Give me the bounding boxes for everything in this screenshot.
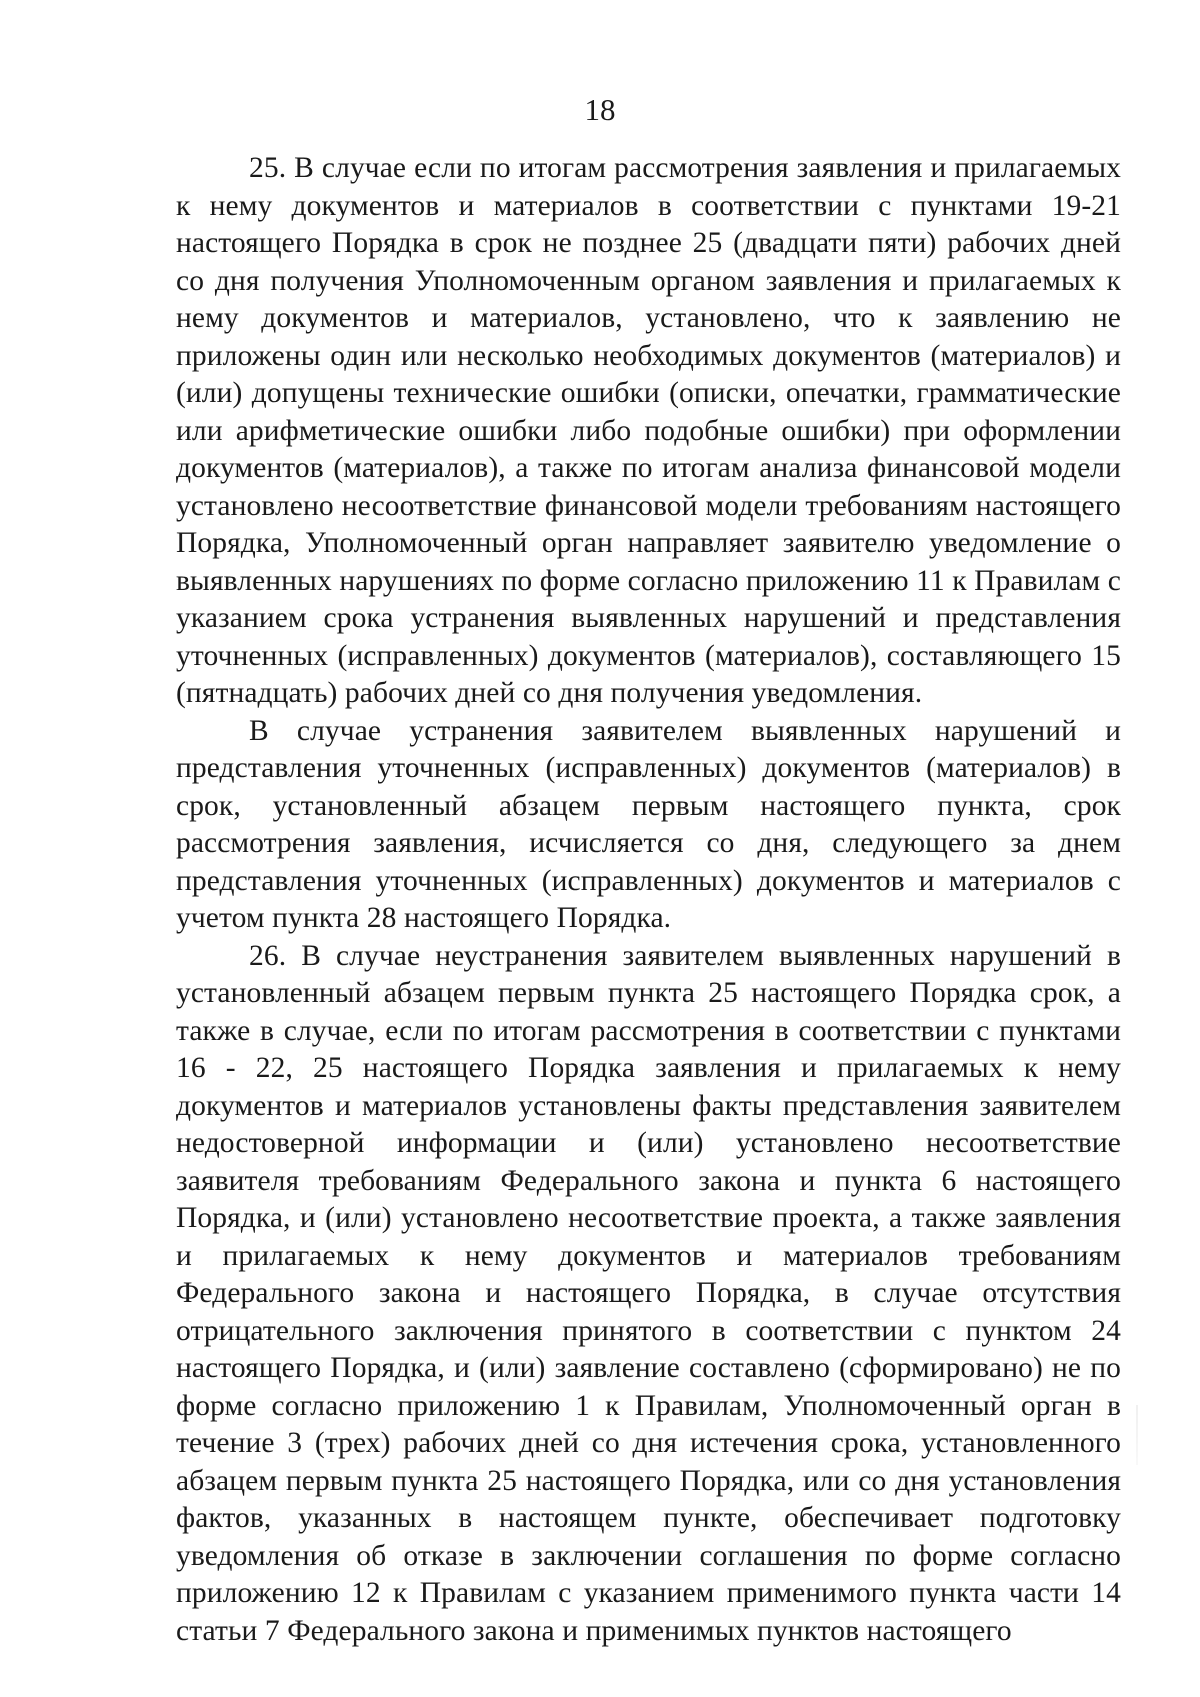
paragraph-25: 25. В случае если по итогам рассмотрения заявления и прилагаемых к нему документов и материалов в соответствии с пунктами 19-21 настоящего Порядка в срок не позднее 25 (двадцати пяти) рабочих дней со дня получения Уполномоченным органом заявления и прилагаемых к нему документов и материалов, установлено, что к заявлению не приложены один или несколько необходимых документов (материалов) и (или) допущены технические ошибки (описки, опечатки, грамматические или арифметические ошибки либо подобные ошибки) при оформлении документов (материалов), а также по итогам анализа финансовой модели установлено несоответствие финансовой модели требованиям настоящего Порядка, Уполномоченный орган направляет заявителю уведомление о выявленных нарушениях по форме согласно приложению 11 к Правилам с указанием срока устранения выявленных нарушений и представления уточненных (исправленных) документов (материалов), составляющего 15 (пятнадцать) рабочих дней со дня получения уведомления.: [176, 152, 1121, 709]
scan-artifact: [1136, 1405, 1138, 1465]
paragraph-26: 26. В случае неустранения заявителем выявленных нарушений в установленный абзацем первым пункта 25 настоящего Порядка срок, а также в случае, если по итогам рассмотрения в соответствии с пунктами 16 - 22, 25 настоящего Порядка заявления и прилагаемых к нему документов и материалов установлены факты представления заявителем недостоверной информации и (или) установлено несоответствие заявителя требованиям Федерального закона и пункта 6 настоящего Порядка, и (или) установлено несоответствие проекта, а также заявления и прилагаемых к нему документов и материалов требованиям Федерального закона и настоящего Порядка, в случае отсутствия отрицательного заключения принятого в соответствии с пунктом 24 настоящего Порядка, и (или) заявление составлено (сформировано) не по форме согласно приложению 1 к Правилам, Уполномоченный орган в течение 3 (трех) рабочих дней со дня истечения срока, установленного абзацем первым пункта 25 настоящего Порядка, или со дня установления фактов, указанных в настоящем пункте, обеспечивает подготовку уведомления об отказе в заключении соглашения по форме согласно приложению 12 к Правилам с указанием применимого пункта части 14 статьи 7 Федерального закона и применимых пунктов настоящего: [176, 939, 1121, 1647]
paragraph-25-second: В случае устранения заявителем выявленных нарушений и представления уточненных (исправленных) документов (материалов) в срок, установленный абзацем первым настоящего пункта, срок рассмотрения заявления, исчисляется со дня, следующего за днем представления уточненных (исправленных) документов и материалов с учетом пункта 28 настоящего Порядка.: [176, 714, 1121, 934]
page-number: 18: [584, 92, 616, 127]
document-body: [176, 150, 1121, 1650]
